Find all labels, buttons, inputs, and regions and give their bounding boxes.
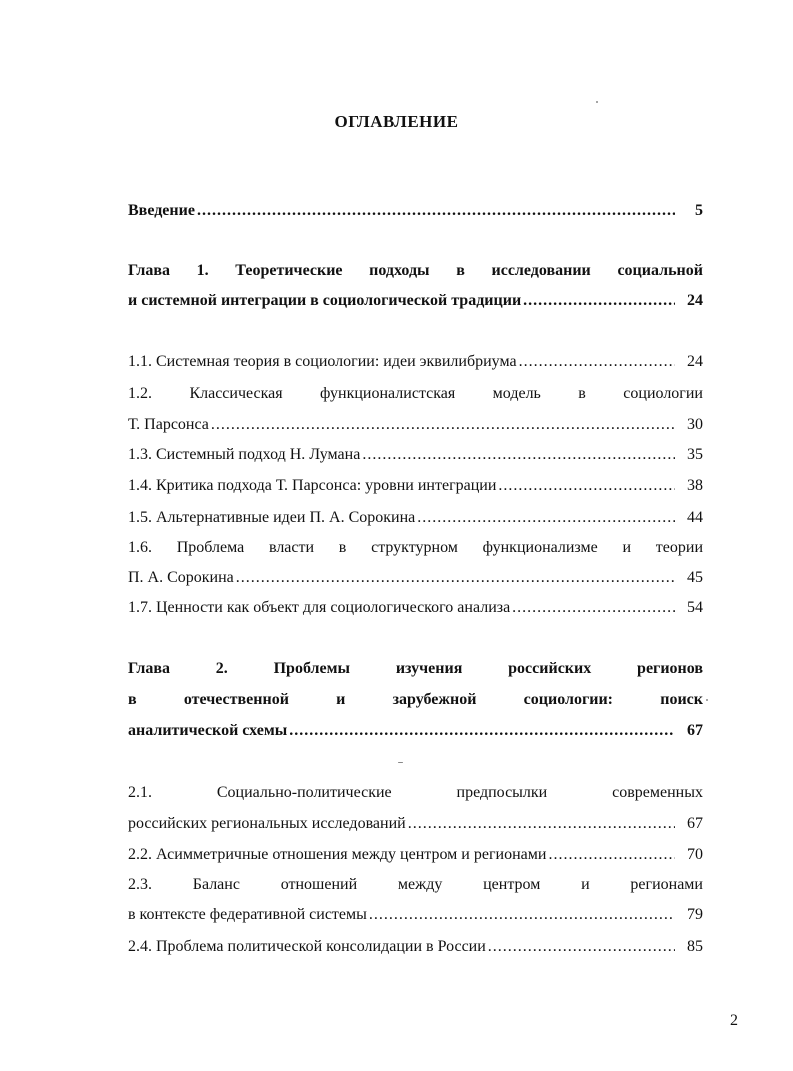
dot-leader bbox=[417, 507, 675, 529]
toc-entry-text: 2.4. Проблема политической консолидации в России bbox=[128, 938, 486, 955]
chapter1-heading-line1[interactable]: Глава 1. Теоретические подходы в исследовании социальной bbox=[128, 262, 703, 279]
toc-entry-text: Введение bbox=[128, 202, 195, 219]
toc-page-number: 24 bbox=[687, 292, 703, 309]
toc-page-number: 35 bbox=[687, 446, 703, 463]
toc-page-number: 70 bbox=[687, 846, 703, 863]
toc-entry-1-6-line2[interactable] bbox=[128, 567, 703, 589]
toc-entry-1-4[interactable] bbox=[128, 475, 703, 497]
toc-entry-text: российских региональных исследований bbox=[128, 815, 406, 832]
toc-entry-1-2-line2[interactable] bbox=[128, 414, 703, 436]
toc-page-number: 44 bbox=[687, 509, 703, 526]
toc-entry-text: и системной интеграции в социологической традиции bbox=[128, 292, 522, 309]
dot-leader bbox=[236, 567, 675, 589]
chapter1-heading-line2[interactable] bbox=[128, 290, 703, 312]
toc-page-number: 54 bbox=[687, 599, 703, 616]
toc-entry-text: аналитической схемы bbox=[128, 722, 288, 739]
toc-entry-1-6-line1[interactable]: 1.6. Проблема власти в структурном функционализме и теории bbox=[128, 539, 703, 556]
dot-leader bbox=[519, 351, 675, 373]
dot-leader bbox=[211, 414, 675, 436]
dot-leader bbox=[289, 720, 675, 742]
toc-entry-2-1-line2[interactable] bbox=[128, 813, 703, 835]
scan-speck bbox=[596, 101, 598, 103]
dot-leader bbox=[498, 475, 675, 497]
toc-page-number: 30 bbox=[687, 416, 703, 433]
dot-leader bbox=[488, 936, 675, 958]
toc-entry-text: 1.3. Системный подход Н. Лумана bbox=[128, 446, 361, 463]
toc-entry-2-4[interactable] bbox=[128, 936, 703, 958]
chapter2-heading-line1[interactable]: Глава 2. Проблемы изучения российских регионов bbox=[128, 660, 703, 677]
page-title: ОГЛАВЛЕНИЕ bbox=[334, 112, 459, 131]
toc-page-number: 45 bbox=[687, 569, 703, 586]
toc-entry-1-5[interactable] bbox=[128, 507, 703, 529]
toc-page-number: 67 bbox=[687, 815, 703, 832]
toc-entry-text: Т. Парсонса bbox=[128, 416, 209, 433]
toc-page-number: 85 bbox=[687, 938, 703, 955]
toc-entry-text: в контексте федеративной системы bbox=[128, 906, 367, 923]
scan-speck bbox=[398, 762, 403, 763]
toc-page-number: 79 bbox=[687, 906, 703, 923]
dot-leader bbox=[512, 597, 675, 619]
dot-leader bbox=[362, 444, 675, 466]
toc-entry-text: 1.4. Критика подхода Т. Парсонса: уровни интеграции bbox=[128, 477, 497, 494]
toc-page-number: 38 bbox=[687, 477, 703, 494]
toc-page-number: 67 bbox=[687, 722, 703, 739]
chapter2-heading-line2[interactable]: в отечественной и зарубежной социологии: поиск bbox=[128, 691, 703, 708]
dot-leader bbox=[369, 904, 675, 926]
toc-entry-text: 1.1. Системная теория в социологии: идеи эквилибриума bbox=[128, 353, 517, 370]
toc-entry-text: 1.5. Альтернативные идеи П. А. Сорокина bbox=[128, 509, 416, 526]
toc-entry-text: 2.2. Асимметричные отношения между центром и регионами bbox=[128, 846, 547, 863]
toc-page-number: 24 bbox=[687, 353, 703, 370]
toc-entry-1-1[interactable] bbox=[128, 351, 703, 373]
dot-leader bbox=[408, 813, 675, 835]
toc-entry-1-2-line1[interactable]: 1.2. Классическая функционалистская модель в социологии bbox=[128, 385, 703, 402]
dot-leader bbox=[548, 844, 675, 866]
dot-leader bbox=[523, 290, 675, 312]
toc-entry-text: П. А. Сорокина bbox=[128, 569, 234, 586]
toc-entry-2-1-line1[interactable]: 2.1. Социально-политические предпосылки современных bbox=[128, 784, 703, 801]
toc-entry-1-3[interactable] bbox=[128, 444, 703, 466]
page-number: 2 bbox=[730, 1012, 738, 1029]
toc-entry-1-7[interactable] bbox=[128, 597, 703, 619]
toc-entry-text: 1.7. Ценности как объект для социологического анализа bbox=[128, 599, 511, 616]
chapter2-heading-line3[interactable] bbox=[128, 720, 703, 742]
toc-page-number: 5 bbox=[695, 202, 703, 219]
toc-entry-2-3-line1[interactable]: 2.3. Баланс отношений между центром и регионами bbox=[128, 876, 703, 893]
toc-entry-intro[interactable] bbox=[128, 200, 703, 222]
toc-entry-2-2[interactable] bbox=[128, 844, 703, 866]
scan-speck bbox=[706, 699, 708, 701]
dot-leader bbox=[197, 200, 675, 222]
toc-entry-2-3-line2[interactable] bbox=[128, 904, 703, 926]
